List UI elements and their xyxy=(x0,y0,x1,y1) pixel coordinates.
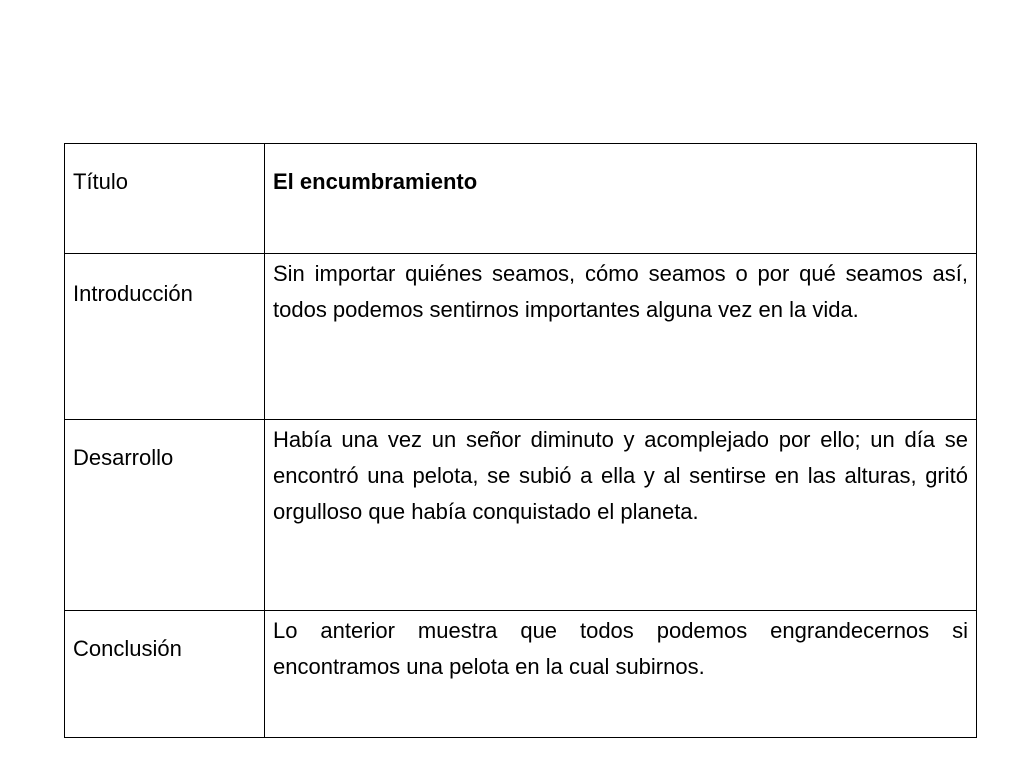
table-row-titulo xyxy=(65,144,977,254)
story-structure-table xyxy=(64,143,977,738)
story-title: El encumbramiento xyxy=(265,144,977,254)
row-label-desarrollo: Desarrollo xyxy=(65,420,265,611)
introduccion-text: Sin importar quiénes seamos, cómo seamos o por qué seamos así, todos podemos sentirnos importantes alguna vez en la vida. xyxy=(265,254,977,420)
row-label-titulo: Título xyxy=(65,144,265,254)
desarrollo-text: Había una vez un señor diminuto y acomplejado por ello; un día se encontró una pelota, se subió a ella y al sentirse en las alturas, gritó orgulloso que había conquistado el planeta. xyxy=(265,420,977,611)
row-label-conclusion: Conclusión xyxy=(65,611,265,738)
table-row-desarrollo xyxy=(65,420,977,611)
row-label-introduccion: Introducción xyxy=(65,254,265,420)
table-row-conclusion xyxy=(65,611,977,738)
table-row-introduccion xyxy=(65,254,977,420)
conclusion-text: Lo anterior muestra que todos podemos engrandecernos si encontramos una pelota en la cual subirnos. xyxy=(265,611,977,738)
